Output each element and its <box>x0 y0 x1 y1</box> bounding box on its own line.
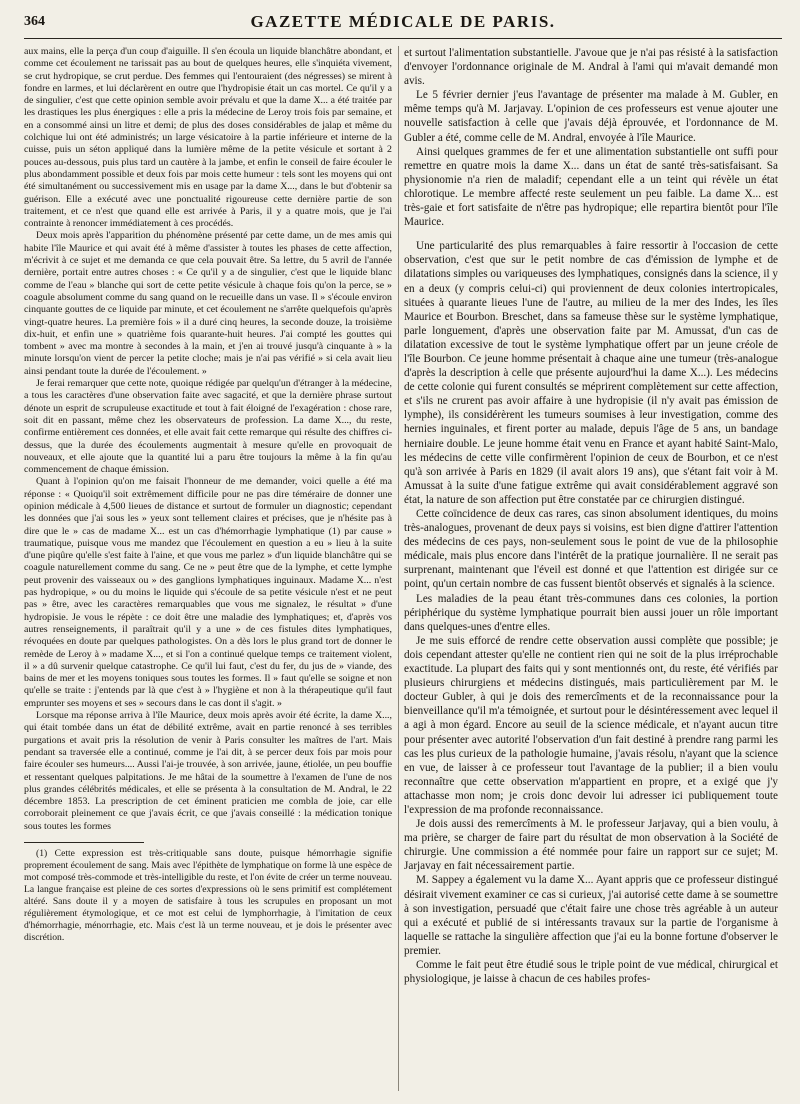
page-header <box>24 8 782 39</box>
footnote-text: (1) Cette expression est très-critiquable sans doute, puisque hémorrhagie signifie proprement écoulement de sang. Mais avec l'épithète de lymphatique on forme là une espèce de mot composé très-commode et très-intelligible du reste, et l'on évite de créer un terme nouveau. La langue française est pleine de ces sortes d'expressions où le sens primitif est complétement altéré. Sans doute il y a moyen de satisfaire à tous les scrupules en proposant un mot régulièrement étymologique, et ce mot est celui de lymphorrhagie, à l'imitation de ceux d'hémorrhagie, ménorrhagie, etc. Mais c'est là un terme nouveau, et je dois le présenter avec discrétion. <box>24 848 392 943</box>
footnote <box>24 848 392 944</box>
paragraph: Le 5 février dernier j'eus l'avantage de présenter ma malade à M. Gubler, en même temps qu'à M. Jarjavay. L'opinion de ces professeurs est venue ajouter une nouvelle satisfaction à celle que j'avais déjà éprouvée, et l'ordonnance de M. Gubler a été, comme celle de M. Andral, envoyée à l'île Maurice. <box>404 89 778 144</box>
journal-title: GAZETTE MÉDICALE DE PARIS. <box>250 12 556 31</box>
paragraph: Lorsque ma réponse arriva à l'île Maurice, deux mois après avoir été écrite, la dame X..., qui était tombée dans un état de débilité extrême, avait en partie renoncé à ses terribles purgations et avait pris la résolution de venir à Paris consulter les maîtres de l'art. Mais pendant sa traversée elle a continué, comme je l'ai dit, à se percer deux fois par mois pour faire écouler ses humeurs.... Aussi l'ai-je trouvée, à son arrivée, jaune, étiolée, un peu bouffie et ressentant quelques palpitations. Je me hâtai de la soumettre à l'examen de l'une de nos plus grandes célébrités médicales, et elle se présenta à la consultation de M. Andral, le 22 décembre 1853. La prescription de cet éminent praticien me combla de joie, car elle corroborait pleinement ce que j'avais écrit, ce que j'avais conseillé : la médication tonique sous toutes les formes <box>24 710 392 832</box>
paragraph: Je me suis efforcé de rendre cette observation aussi complète que possible; je dois cependant attester qu'elle ne contient rien qui ne soit de la plus irréprochable exactitude. La plupart des faits qui y sont mentionnés ont, du reste, été vérifiés par plusieurs chirurgiens et médecins distingués, mais particulièrement par M. le docteur Gubler, à qui je dois des remercîments et de la reconnaissance pour la bienveillance qu'il m'a témoignée, et surtout pour le désintéressement avec lequel il a agi à mon égard. Encore au seuil de la science médicale, et n'ayant aucun titre pour présenter avec autorité l'observation d'un fait destiné à prendre rang parmi les cas les plus curieux de la pathologie humaine, j'avais résolu, n'ayant que la science en vue, de laisser à ce professeur tout l'avantage de la publier; il a bien voulu reconnaître que cette observation m'appartient en propre, et a exigé que j'y attachasse mon nom; je crois donc devoir lui adresser ici publiquement toute l'expression de ma profonde reconnaissance. <box>404 634 778 816</box>
page-number: 364 <box>24 14 45 29</box>
paragraph: et surtout l'alimentation substantielle. J'avoue que je n'ai pas résisté à la satisfaction d'envoyer l'ordonnance originale de M. Andral à l'ami qui m'avait demandé mon avis. <box>404 47 778 88</box>
paragraph: Ainsi quelques grammes de fer et une alimentation substantielle ont suffi pour remettre en quatre mois la dame X... dans un état de santé très-satisfaisant. Sa physionomie n'a rien de maladif; cependant elle a un teint qui révèle un état chlorotique. Le membre affecté reste seulement un peu faible. La dame X... est très-gaie et fort satisfaite de n'être pas hydropique; elle repartira bientôt pour l'île Maurice. <box>404 145 778 229</box>
paragraph: Quant à l'opinion qu'on me faisait l'honneur de me demander, voici quelle a été ma réponse : « Quoiqu'il soit extrêmement difficile pour ne pas dire téméraire de donner une opinion médicale à 4,500 lieues de distance et surtout de formuler un diagnostic; cependant les données que j'ai sous les » yeux sont tellement claires et précises, que je n'hésite pas à dire que le » cas de madame X... est un cas d'hémorrhagie lymphatique (1) par cause » traumatique, puisque vous me mandez que l'écoulement en question a eu » lieu à la suite d'une piqûre qu'elle s'est faite à l'aine, et que vous me parlez » d'un liquide blanchâtre qui se coagule naturellement comme du sang. Ce ne » peut être que de la lymphe, et cette lymphe peut provenir des vaisseaux ou » des ganglions lymphatiques inguinaux. Madame X... n'est pas hydropique, » ou du moins le liquide qui s'écoule de sa petite vésicule n'est et ne peut pas » être, avec les caractères remarquables que vous me signalez, le résultat » d'une hydropisie. Je vous le répète : ce doit être une maladie des lymphatiques; et, d'après vos autres renseignements, il paraîtrait qu'il y a une » de ces fistules dites lymphatiques, révoquées en doute par quelques pathologistes. On a dès lors le plus grand tort de donner le remède de Leroy à » madame X..., et si l'on a continué quelque temps ce traitement violent, il » a dû survenir quelque catastrophe. Ce qu'il lui faut, c'est du fer, du jus de » viande, des bains de mer et les moyens toniques sous toutes les formes. Il » faut qu'elle se soigne et non qu'elle se traite : j'entends par là que c'est à » l'hygiène et non à la thérapeutique qu'il faut emprunter ses moyens et ses » secours dans le cas dont il s'agit. » <box>24 476 392 709</box>
left-column <box>24 46 392 1098</box>
paragraph: Les maladies de la peau étant très-communes dans ces colonies, la portion périphérique du système lymphatique pourrait bien aussi jouer un rôle important dans quelques-unes d'entre elles. <box>404 592 778 633</box>
footnote-rule <box>24 842 144 843</box>
right-column <box>404 46 778 1098</box>
paragraph: M. Sappey a également vu la dame X... Ayant appris que ce professeur distingué désirait vivement examiner ce cas si curieux, j'ai autorisé cette dame à se soumettre à son investigation, persuadé que c'était faire une chose très agréable à un auteur qui a exécuté et publié de si intéressants travaux sur la partie de l'organisme à laquelle se rattache la singulière affection que j'ai eu la bonne fortune d'observer le premier. <box>404 874 778 957</box>
paragraph: Cette coïncidence de deux cas rares, cas sinon absolument identiques, du moins très-analogues, provenant de deux pays si voisins, est bien digne d'attirer l'attention des médecins de ces pays, non-seulement sous le point de vue de la philosophie médicale, mais plus encore dans l'intérêt de la pratique journalière. Il ne serait pas surprenant, maintenant que l'éveil est donné et que l'attention est dirigée sur ce point, qu'un certain nombre de cas fussent bientôt observés et signalés à la science. <box>404 508 778 591</box>
paragraph: Je dois aussi des remercîments à M. le professeur Jarjavay, qui a bien voulu, à ma prière, se charger de faire part du résultat de mon observation à la Société de chirurgie. Une commission a été nommée pour faire un rapport sur ce sujet; M. Jarjavay en fait nécessairement partie. <box>404 818 778 873</box>
section-gap <box>404 229 778 239</box>
paragraph: Je ferai remarquer que cette note, quoique rédigée par quelqu'un d'étranger à la médecine, a tous les caractères d'une observation faite avec sagacité, et que la dernière phrase surtout dénote un esprit de scrupuleuse exactitude et tout à fait éloigné de l'exagération : chose rare, soit dit en passant, même chez les observateurs de profession. La dame X..., du reste, confirme entièrement ces données, et elle avait fait cette remarque qui résulte des chiffres ci-dessus, que la durée des écoulements augmentait à mesure qu'elle en provoquait de nouveaux, et elle ajoute que la quantité lui a paru être toujours la même à la fin qu'au commencement de chaque émission. <box>24 378 392 476</box>
paragraph: aux mains, elle la perça d'un coup d'aiguille. Il s'en écoula un liquide blanchâtre abondant, et comme cet écoulement ne tarissait pas au bout de quelques heures, elle s'inquiéta vivement, se crut hydropique, se crut perdue. Des femmes qui l'entouraient (des négresses) se mirent à fondre en larmes, et lui déclarèrent en outre que l'hydropisie était un cas mortel. Ce qu'il y a de singulier, c'est que cette opinion semble avoir prévalu et que la dame X... a été traitée par les drastiques les plus énergiques : elle a pris la médecine de Leroy trois fois par semaine, et en a consommé ainsi un litre et demi; de plus des doses considérables de jalap et même du colchique lui ont été administrés; un large vésicatoire à la partie inférieure et interne de la cuisse, puis un séton appliqué dans la lumière même de la petite vésicule et sortant à 2 pouces au-dessous, puis plus tard un cautère à la jambe, et enfin le conseil de faire écouler le plus abondamment possible et deux fois par mois cette humeur : tels sont les moyens qui ont été simultanément ou successivement mis en usage par la dame X..., dans le but d'obtenir sa guérison. Elle a exécuté avec une ponctualité rigoureuse cette dernière partie de son traitement, et ce n'est que quand elle est arrivée à Paris, il y a quatre mois, que je l'ai contrainte à renoncer immédiatement à ces procédés. <box>24 46 392 230</box>
paragraph: Comme le fait peut être étudié sous le triple point de vue médical, chirurgical et physiologique, je laisse à chacun de ces habiles profes- <box>404 959 778 986</box>
paragraph: Une particularité des plus remarquables à faire ressortir à l'occasion de cette observation, c'est que sur le petit nombre de cas d'émission de lymphe et de dilatations simples ou variqueuses des lymphatiques, consignés dans la science, il y en a deux (y compris celui-ci) qui proviennent de deux colonies intertropicales, situées à quarante lieues l'une de l'autre, au milieu de la mer des Indes, les îles Maurice et Bourbon. Breschet, dans sa fameuse thèse sur le système lymphatique, parle longuement, d'après une observation faite par M. Amussat, d'un cas de dilatation excessive de tout le système lymphatique offert par un jeune créole de l'île Bourbon. Ce jeune homme présentait à chaque aine une tumeur (très-analogue d'après la description à celle que présente aujourd'hui la dame X...). Les médecins de cette colonie qui furent consultés se méprirent complètement sur cette affection, et s'ils ne crurent pas avoir affaire à une hydropisie (il n'y avait pas émission de lymphe), ils considérèrent les tumeurs soumises à leur investigation, comme des hernies inguinales, et firent porter au malade, depuis l'âge de 5 ans, un bandage herniaire double. Le jeune homme était venu en France et ayant habité Saint-Malo, les médecins de cette ville confirmèrent l'opinion de ceux de Bourbon, et ce n'est qu'à son arrivée à Paris en 1829 (il avait alors 19 ans), que s'étant fait voir à M. Amussat à la suite d'une fatigue extrême qui avait considérablement aggravé son état, la nature de son affection put être constatée par ce chirurgien distingué. <box>404 240 778 506</box>
column-divider <box>398 46 399 1091</box>
paragraph: Deux mois après l'apparition du phénomène présenté par cette dame, un de mes amis qui habite l'île Maurice et qui avait été à même d'assister à toutes les phases de cette affection, m'écrivit à ce sujet et me demanda ce que cela pouvait être. Sa lettre, du 5 avril de l'année dernière, portait entre autres choses : « Ce qu'il y a de singulier, c'est que le liquide blanc comme de l'eau » blanche qui sort de cette petite vésicule à chaque fois qu'on la perce, se » coagule absolument comme du sang quand on le recueille dans un vase. Il » s'écoule environ cinquante gouttes de ce liquide par minute, et cet écoulement ne s'arrête quelquefois qu'après vingt-quatre heures. La première fois » il a duré cinq heures, la seconde douze, la troisième dix-huit, et enfin une » quatrième fois quarante-huit heures. J'ai compté les gouttes qui tombent » avec ma montre à secondes à la main, et j'en ai trouvé jusqu'à cinquante à » la minute lorsqu'on vient de percer la petite cloche; mais je n'ai pas vérifié » si cela avait lieu ainsi pendant toute la durée de l'écoulement. » <box>24 230 392 377</box>
